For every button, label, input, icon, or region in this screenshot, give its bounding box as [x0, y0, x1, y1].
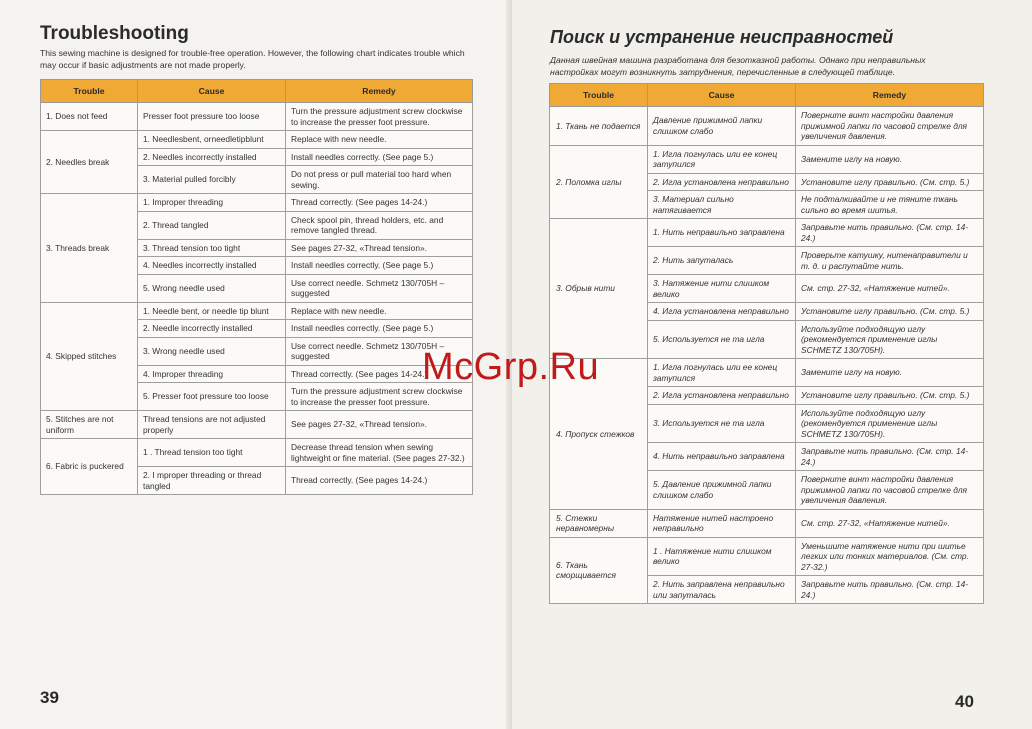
cause-cell: 2. Нить запуталась [648, 247, 796, 275]
table-row [41, 131, 473, 149]
remedy-cell: Заправьте нить правильно. (См. стр. 14-24.) [796, 219, 984, 247]
remedy-cell: Поверните винт настройки давления прижимной лапки по часовой стрелке для увеличения давления. [796, 471, 984, 510]
remedy-cell: Decrease thread tension when sewing lightweight or fine material. (See pages 27-32.) [286, 439, 473, 467]
trouble-cell: 5. Стежки неравномерны [550, 509, 648, 537]
remedy-cell: Установите иглу правильно. (См. стр. 5.) [796, 303, 984, 321]
trouble-cell: 2. Needles break [41, 131, 138, 194]
intro-text: Данная швейная машина разработана для безотказной работы. Однако при неправильных настройках могут возникнуть затруднения, перечисленные в следующей таблице. [550, 55, 926, 77]
cause-cell: Давление прижимной лапки слишком слабо [648, 107, 796, 146]
remedy-cell: Заправьте нить правильно. (См. стр. 14-24.) [796, 576, 984, 604]
table-row [550, 219, 984, 247]
trouble-cell: 4. Skipped stitches [41, 302, 138, 411]
trouble-cell: 6. Ткань сморщивается [550, 537, 648, 604]
cause-cell: 5. Presser foot pressure too loose [138, 383, 286, 411]
remedy-cell: Use correct needle. Schmetz 130/705H – suggested [286, 274, 473, 302]
table-row [550, 509, 984, 537]
remedy-cell: Do not press or pull material too hard when sewing. [286, 166, 473, 194]
cause-cell: 2. Нить заправлена неправильно или запуталась [648, 576, 796, 604]
cause-cell: 5. Используется не та игла [648, 320, 796, 359]
cause-cell: 1. Игла погнулась или ее конец затупился [648, 145, 796, 173]
remedy-cell: Замените иглу на новую. [796, 145, 984, 173]
remedy-cell: Проверьте катушку, нитенаправители и т. д. и распутайте нить. [796, 247, 984, 275]
header-trouble: Trouble [550, 84, 648, 107]
remedy-cell: Thread correctly. (See pages 14-24.) [286, 365, 473, 383]
table-row [41, 411, 473, 439]
header-trouble: Trouble [41, 80, 138, 103]
cause-cell: 3. Wrong needle used [138, 337, 286, 365]
cause-cell: 2. Needle incorrectly installed [138, 320, 286, 338]
page-title: Troubleshooting [40, 23, 189, 44]
table-row [550, 537, 984, 576]
remedy-cell: See pages 27-32, «Thread tension». [286, 239, 473, 257]
cause-cell: 3. Используется не та игла [648, 404, 796, 443]
cause-cell: Натяжение нитей настроено неправильно [648, 509, 796, 537]
remedy-cell: Используйте подходящую иглу (рекомендуется применение иглы SCHMETZ 130/705H). [796, 320, 984, 359]
cause-cell: 4. Needles incorrectly installed [138, 257, 286, 275]
trouble-cell: 1. Does not feed [41, 103, 138, 131]
remedy-cell: Replace with new needle. [286, 131, 473, 149]
remedy-cell: Используйте подходящую иглу (рекомендуется применение иглы SCHMETZ 130/705H). [796, 404, 984, 443]
table-header-row [41, 80, 473, 103]
remedy-cell: Уменьшите натяжение нити при шитье легких или тонких материалов. (См. стр. 27-32.) [796, 537, 984, 576]
table-row [41, 194, 473, 212]
remedy-cell: Install needles correctly. (See page 5.) [286, 148, 473, 166]
header-remedy: Remedy [286, 80, 473, 103]
trouble-cell: 2. Поломка иглы [550, 145, 648, 219]
page-number: 39 [40, 688, 59, 707]
page-title: Поиск и устранение неисправностей [550, 27, 894, 47]
remedy-cell: See pages 27-32, «Thread tension». [286, 411, 473, 439]
table-row [41, 302, 473, 320]
cause-cell: Presser foot pressure too loose [138, 103, 286, 131]
remedy-cell: См. стр. 27-32, «Натяжение нитей». [796, 509, 984, 537]
table-row [550, 359, 984, 387]
cause-cell: 2. Игла установлена неправильно [648, 387, 796, 405]
cause-cell: 2. Игла установлена неправильно [648, 173, 796, 191]
trouble-cell: 1. Ткань не подается [550, 107, 648, 146]
remedy-cell: Установите иглу правильно. (См. стр. 5.) [796, 173, 984, 191]
cause-cell: 3. Thread tension too tight [138, 239, 286, 257]
cause-cell: 3. Material pulled forcibly [138, 166, 286, 194]
cause-cell: 1. Needlesbent, orneedletipblunt [138, 131, 286, 149]
intro-text: This sewing machine is designed for trouble-free operation. However, the following chart indicates trouble which may occur if basic adjustments are not made properly. [40, 48, 465, 70]
remedy-cell: Install needles correctly. (See page 5.) [286, 320, 473, 338]
cause-cell: 5. Wrong needle used [138, 274, 286, 302]
cause-cell: Thread tensions are not adjusted properly [138, 411, 286, 439]
remedy-cell: Check spool pin, thread holders, etc. and remove tangled thread. [286, 211, 473, 239]
troubleshooting-table [549, 83, 984, 604]
table-row [41, 439, 473, 467]
trouble-cell: 4. Пропуск стежков [550, 359, 648, 510]
cause-cell: 1. Needle bent, or needle tip blunt [138, 302, 286, 320]
remedy-cell: См. стр. 27-32, «Натяжение нитей». [796, 275, 984, 303]
cause-cell: 4. Игла установлена неправильно [648, 303, 796, 321]
cause-cell: 5. Давление прижимной лапки слишком слабо [648, 471, 796, 510]
header-cause: Cause [648, 84, 796, 107]
remedy-cell: Заправьте нить правильно. (См. стр. 14-24.) [796, 443, 984, 471]
cause-cell: 2. Thread tangled [138, 211, 286, 239]
header-cause: Cause [138, 80, 286, 103]
remedy-cell: Install needles correctly. (See page 5.) [286, 257, 473, 275]
remedy-cell: Поверните винт настройки давления прижимной лапки по часовой стрелке для увеличения давления. [796, 107, 984, 146]
cause-cell: 2. I mproper threading or thread tangled [138, 467, 286, 495]
table-row [550, 107, 984, 146]
trouble-cell: 6. Fabric is puckered [41, 439, 138, 495]
header-remedy: Remedy [796, 84, 984, 107]
table-header-row [550, 84, 984, 107]
remedy-cell: Use correct needle. Schmetz 130/705H – suggested [286, 337, 473, 365]
remedy-cell: Не подталкивайте и не тяните ткань сильно во время шитья. [796, 191, 984, 219]
remedy-cell: Thread correctly. (See pages 14-24.) [286, 194, 473, 212]
remedy-cell: Thread correctly. (See pages 14-24.) [286, 467, 473, 495]
remedy-cell: Замените иглу на новую. [796, 359, 984, 387]
cause-cell: 1. Игла погнулась или ее конец затупился [648, 359, 796, 387]
remedy-cell: Replace with new needle. [286, 302, 473, 320]
cause-cell: 1. Нить неправильно заправлена [648, 219, 796, 247]
cause-cell: 4. Improper threading [138, 365, 286, 383]
cause-cell: 1 . Thread tension too tight [138, 439, 286, 467]
cause-cell: 1 . Натяжение нити слишком велико [648, 537, 796, 576]
cause-cell: 2. Needles incorrectly installed [138, 148, 286, 166]
cause-cell: 3. Материал сильно натягивается [648, 191, 796, 219]
remedy-cell: Turn the pressure adjustment screw clockwise to increase the presser foot pressure. [286, 383, 473, 411]
cause-cell: 1. Improper threading [138, 194, 286, 212]
trouble-cell: 3. Threads break [41, 194, 138, 303]
remedy-cell: Turn the pressure adjustment screw clockwise to increase the presser foot pressure. [286, 103, 473, 131]
page-number: 40 [955, 692, 974, 711]
remedy-cell: Установите иглу правильно. (См. стр. 5.) [796, 387, 984, 405]
troubleshooting-table [40, 79, 473, 495]
cause-cell: 3. Натяжение нити слишком велико [648, 275, 796, 303]
table-row [550, 145, 984, 173]
trouble-cell: 3. Обрыв нити [550, 219, 648, 359]
trouble-cell: 5. Stitches are not uniform [41, 411, 138, 439]
cause-cell: 4. Нить неправильно заправлена [648, 443, 796, 471]
watermark-text: McGrp.Ru [422, 346, 600, 388]
table-row [41, 103, 473, 131]
